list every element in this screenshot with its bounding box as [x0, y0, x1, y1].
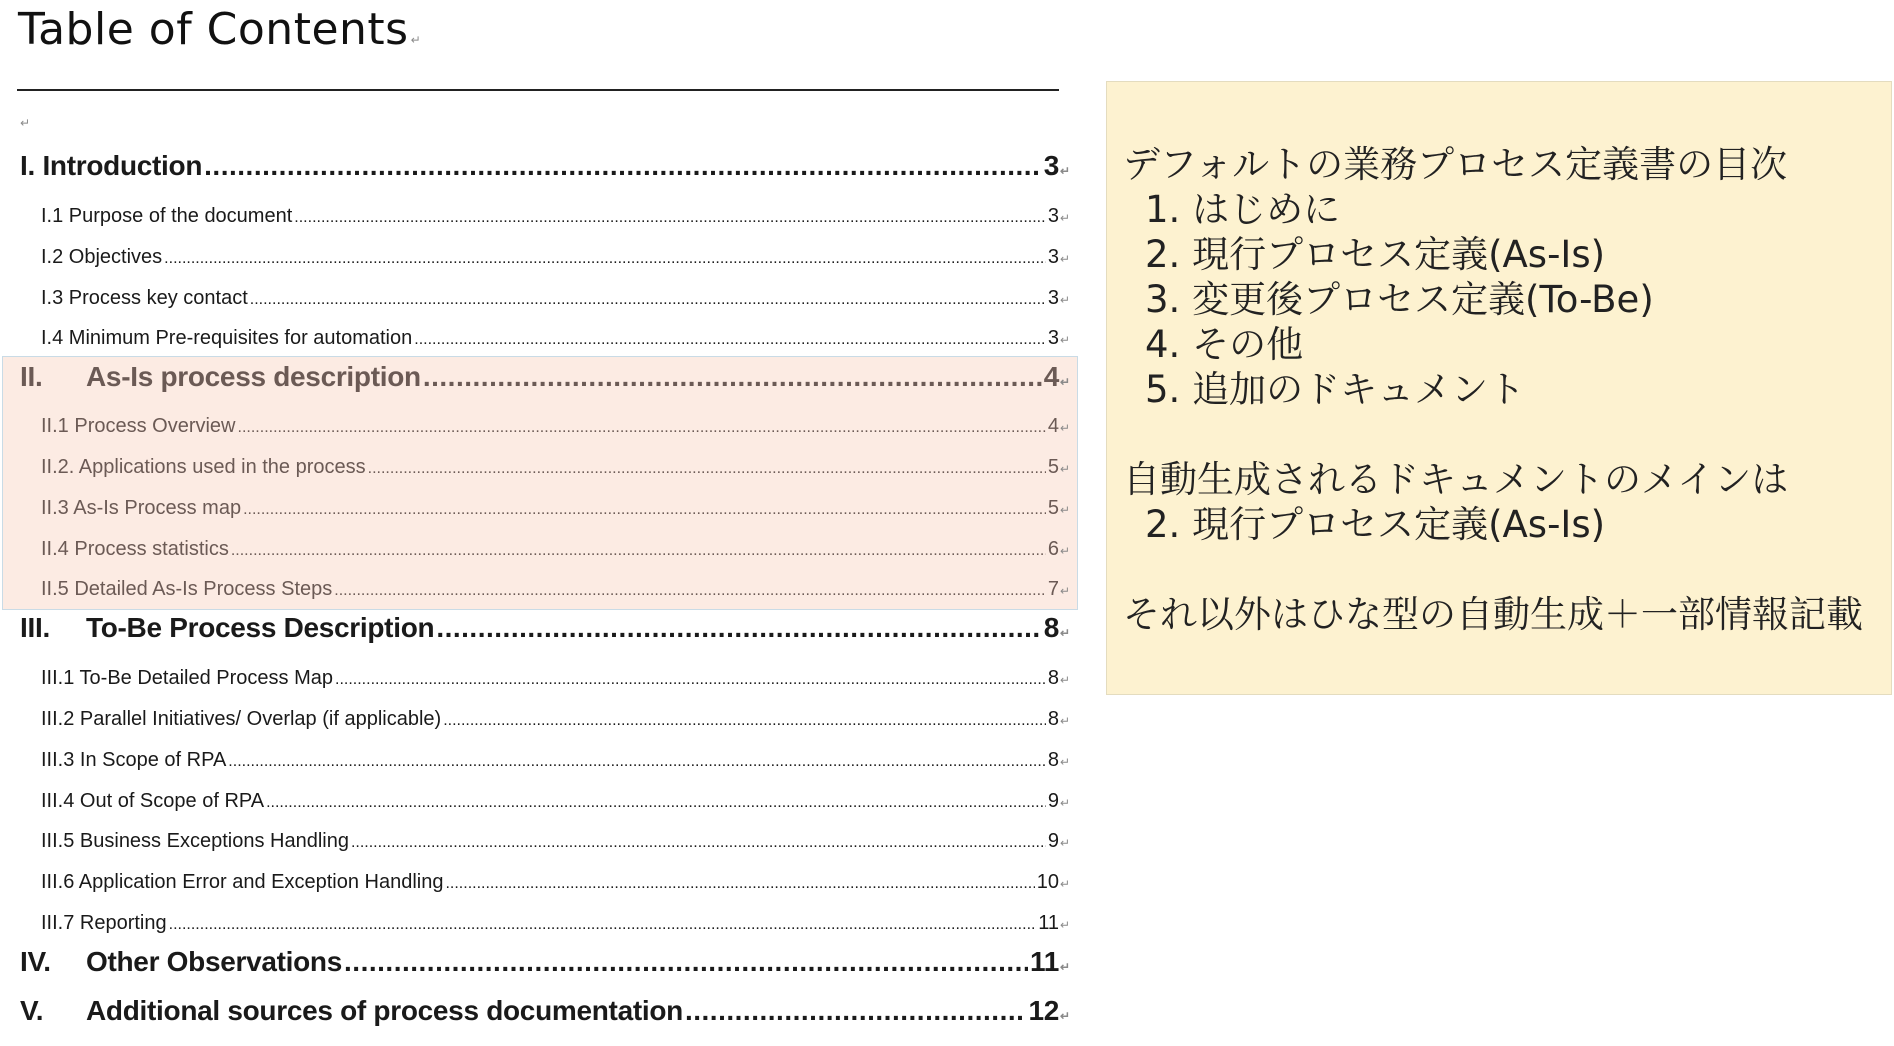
toc-entry-title: I.4 Minimum Pre-requisites for automation: [41, 327, 413, 349]
toc-entry-heading[interactable]: [0, 361, 1072, 393]
toc-page-number: 11: [1038, 912, 1059, 934]
toc-entry-number: III.: [20, 612, 50, 643]
paragraph-mark-icon: ↵: [1060, 1009, 1070, 1023]
paragraph-mark-icon: ↵: [410, 33, 422, 47]
toc-entry-label: [0, 946, 342, 978]
note-line: 2. 現行プロセス定義(As-Is): [1145, 503, 1606, 546]
paragraph-mark-icon: ↵: [1060, 462, 1071, 476]
toc-dot-leader: [164, 250, 1046, 268]
note-line: 4. その他: [1145, 323, 1304, 366]
title-divider: [17, 89, 1059, 91]
toc-entry-subheading[interactable]: [0, 246, 1072, 269]
toc-dot-leader: [294, 209, 1046, 227]
note-line: 2. 現行プロセス定義(As-Is): [1145, 233, 1606, 276]
toc-dot-leader: [445, 875, 1034, 893]
paragraph-mark-icon: ↵: [1060, 164, 1070, 178]
toc-entry-subheading[interactable]: [0, 497, 1072, 520]
toc-entry-number: II.: [20, 361, 43, 392]
toc-page-number: 8: [1043, 612, 1059, 643]
toc-entry-label: [0, 361, 421, 393]
toc-page-number: 9: [1047, 830, 1059, 852]
toc-entry-heading[interactable]: [0, 150, 1072, 182]
toc-dot-leader: [228, 753, 1046, 771]
paragraph-mark-icon: ↵: [1060, 421, 1071, 435]
note-line: 1. はじめに: [1145, 188, 1341, 231]
toc-page-number: 10: [1036, 871, 1059, 893]
toc-entry-label: [0, 912, 167, 935]
toc-entry-subheading[interactable]: [0, 912, 1072, 935]
note-line: デフォルトの業務プロセス定義書の目次: [1123, 143, 1788, 186]
paragraph-mark-icon: ↵: [1060, 918, 1071, 932]
toc-dot-leader: [443, 712, 1046, 730]
toc-dot-leader: [250, 291, 1046, 309]
toc-page-number: 9: [1047, 790, 1059, 812]
toc-page-number: 3: [1047, 327, 1059, 349]
paragraph-mark-icon: ↵: [1060, 626, 1070, 640]
toc-entry-subheading[interactable]: [0, 538, 1072, 561]
toc-dot-leader: [436, 612, 1041, 644]
paragraph-mark-icon: ↵: [1060, 836, 1071, 850]
toc-entry-title: I.2 Objectives: [41, 246, 163, 268]
toc-page-number: 8: [1047, 749, 1059, 771]
toc-entry-title: III.2 Parallel Initiatives/ Overlap (if applicable): [41, 708, 442, 730]
toc-entry-title: To-Be Process Description: [86, 612, 435, 643]
toc-entry-title: I. Introduction: [20, 150, 203, 181]
paragraph-mark-icon: ↵: [1060, 755, 1071, 769]
toc-entry-subheading[interactable]: [0, 327, 1072, 350]
toc-page-number: 5: [1047, 456, 1059, 478]
annotation-note: [1106, 81, 1892, 695]
toc-dot-leader: [243, 501, 1046, 519]
toc-entry-number: IV.: [20, 946, 51, 977]
toc-page-number: 3: [1047, 287, 1059, 309]
toc-entry-heading[interactable]: [0, 995, 1072, 1027]
toc-entry-title: I.1 Purpose of the document: [41, 205, 293, 227]
toc-entry-subheading[interactable]: [0, 790, 1072, 813]
toc-entry-title: III.1 To-Be Detailed Process Map: [41, 667, 333, 689]
toc-dot-leader: [351, 834, 1046, 852]
toc-entry-label: [0, 830, 349, 853]
paragraph-mark-icon: ↵: [1060, 211, 1071, 225]
toc-dot-leader: [368, 460, 1046, 478]
toc-dot-leader: [238, 419, 1046, 437]
toc-entry-title: II.4 Process statistics: [41, 538, 229, 560]
toc-entry-title: III.6 Application Error and Exception Handling: [41, 871, 444, 893]
toc-title-text: Table of Contents: [18, 4, 409, 55]
toc-dot-leader: [231, 542, 1046, 560]
paragraph-mark-icon: ↵: [1060, 714, 1071, 728]
toc-entry-label: [0, 708, 441, 731]
toc-page-number: 3: [1043, 150, 1059, 181]
toc-page-number: 3: [1047, 246, 1059, 268]
toc-dot-leader: [335, 671, 1046, 689]
toc-dot-leader: [685, 995, 1026, 1027]
toc-page-number: 4: [1047, 415, 1059, 437]
toc-entry-label: [0, 456, 366, 479]
toc-entry-title: As-Is process description: [86, 361, 421, 392]
toc-dot-leader: [344, 946, 1028, 978]
note-line: 5. 追加のドキュメント: [1145, 368, 1526, 411]
toc-dot-leader: [334, 582, 1046, 600]
toc-page-number: 7: [1047, 578, 1059, 600]
toc-entry-label: [0, 415, 236, 438]
toc-entry-label: [0, 749, 226, 772]
toc-page-number: 11: [1030, 946, 1059, 977]
toc-entry-subheading[interactable]: [0, 578, 1072, 601]
toc-entry-title: III.5 Business Exceptions Handling: [41, 830, 349, 852]
toc-entry-heading[interactable]: [0, 612, 1072, 644]
toc-entry-label: [0, 667, 333, 690]
toc-page-number: 6: [1047, 538, 1059, 560]
paragraph-mark-icon: ↵: [1060, 293, 1071, 307]
paragraph-mark-icon: ↵: [1060, 796, 1071, 810]
toc-entry-title: Additional sources of process documentation: [86, 995, 683, 1026]
toc-page-number: 8: [1047, 667, 1059, 689]
paragraph-mark-icon: ↵: [1060, 503, 1071, 517]
as-is-highlight-region: [2, 356, 1078, 610]
toc-page-number: 3: [1047, 205, 1059, 227]
toc-entry-label: [0, 871, 443, 894]
toc-entry-title: II.3 As-Is Process map: [41, 497, 242, 519]
paragraph-mark-icon: ↵: [1060, 960, 1070, 974]
paragraph-mark-icon: ↵: [1060, 877, 1071, 891]
paragraph-mark-icon: ↵: [1060, 673, 1071, 687]
toc-entry-label: [0, 287, 248, 310]
toc-entry-subheading[interactable]: [0, 415, 1072, 438]
toc-title: [18, 4, 421, 55]
toc-entry-subheading[interactable]: [0, 871, 1072, 894]
toc-entry-number: V.: [20, 995, 44, 1026]
toc-dot-leader: [204, 150, 1042, 182]
note-line: それ以外はひな型の自動生成＋一部情報記載: [1123, 593, 1863, 636]
toc-entry-title: III.4 Out of Scope of RPA: [41, 790, 265, 812]
toc-entry-subheading[interactable]: [0, 287, 1072, 310]
paragraph-mark-icon: ↵: [1060, 544, 1071, 558]
toc-entry-title: Other Observations: [86, 946, 343, 977]
toc-entry-subheading[interactable]: [0, 830, 1072, 853]
toc-entry-label: [0, 578, 332, 601]
toc-page-number: 8: [1047, 708, 1059, 730]
toc-entry-title: III.7 Reporting: [41, 912, 167, 934]
toc-entry-title: II.2. Applications used in the process: [41, 456, 366, 478]
toc-entry-label: [0, 327, 412, 350]
toc-dot-leader: [266, 794, 1046, 812]
toc-entry-title: I.3 Process key contact: [41, 287, 248, 309]
toc-entry-label: [0, 995, 683, 1027]
toc-dot-leader: [423, 361, 1042, 393]
toc-entry-title: II.5 Detailed As-Is Process Steps: [41, 578, 333, 600]
toc-entry-label: [0, 790, 264, 813]
toc-entry-title: II.1 Process Overview: [41, 415, 236, 437]
paragraph-mark-icon: ↵: [1060, 584, 1071, 598]
toc-entry-label: [0, 538, 229, 561]
paragraph-mark-icon: ↵: [1060, 375, 1070, 389]
toc-page-number: 4: [1043, 361, 1059, 392]
toc-entry-heading[interactable]: [0, 946, 1072, 978]
paragraph-mark-icon: ↵: [20, 116, 31, 130]
toc-entry-title: III.3 In Scope of RPA: [41, 749, 227, 771]
paragraph-mark-icon: ↵: [1060, 333, 1071, 347]
toc-entry-label: [0, 205, 292, 228]
paragraph-mark-icon: ↵: [1060, 252, 1071, 266]
toc-page-number: 5: [1047, 497, 1059, 519]
toc-entry-label: [0, 150, 202, 182]
toc-dot-leader: [169, 916, 1037, 934]
toc-entry-subheading[interactable]: [0, 456, 1072, 479]
toc-entry-label: [0, 246, 162, 269]
toc-entry-label: [0, 612, 434, 644]
toc-entry-subheading[interactable]: [0, 205, 1072, 228]
toc-dot-leader: [414, 331, 1046, 349]
toc-entry-subheading[interactable]: [0, 749, 1072, 772]
note-line: 3. 変更後プロセス定義(To-Be): [1145, 278, 1654, 321]
toc-page-number: 12: [1028, 995, 1059, 1026]
note-line: 自動生成されるドキュメントのメインは: [1123, 458, 1789, 501]
toc-entry-subheading[interactable]: [0, 667, 1072, 690]
toc-entry-subheading[interactable]: [0, 708, 1072, 731]
toc-entry-label: [0, 497, 241, 520]
